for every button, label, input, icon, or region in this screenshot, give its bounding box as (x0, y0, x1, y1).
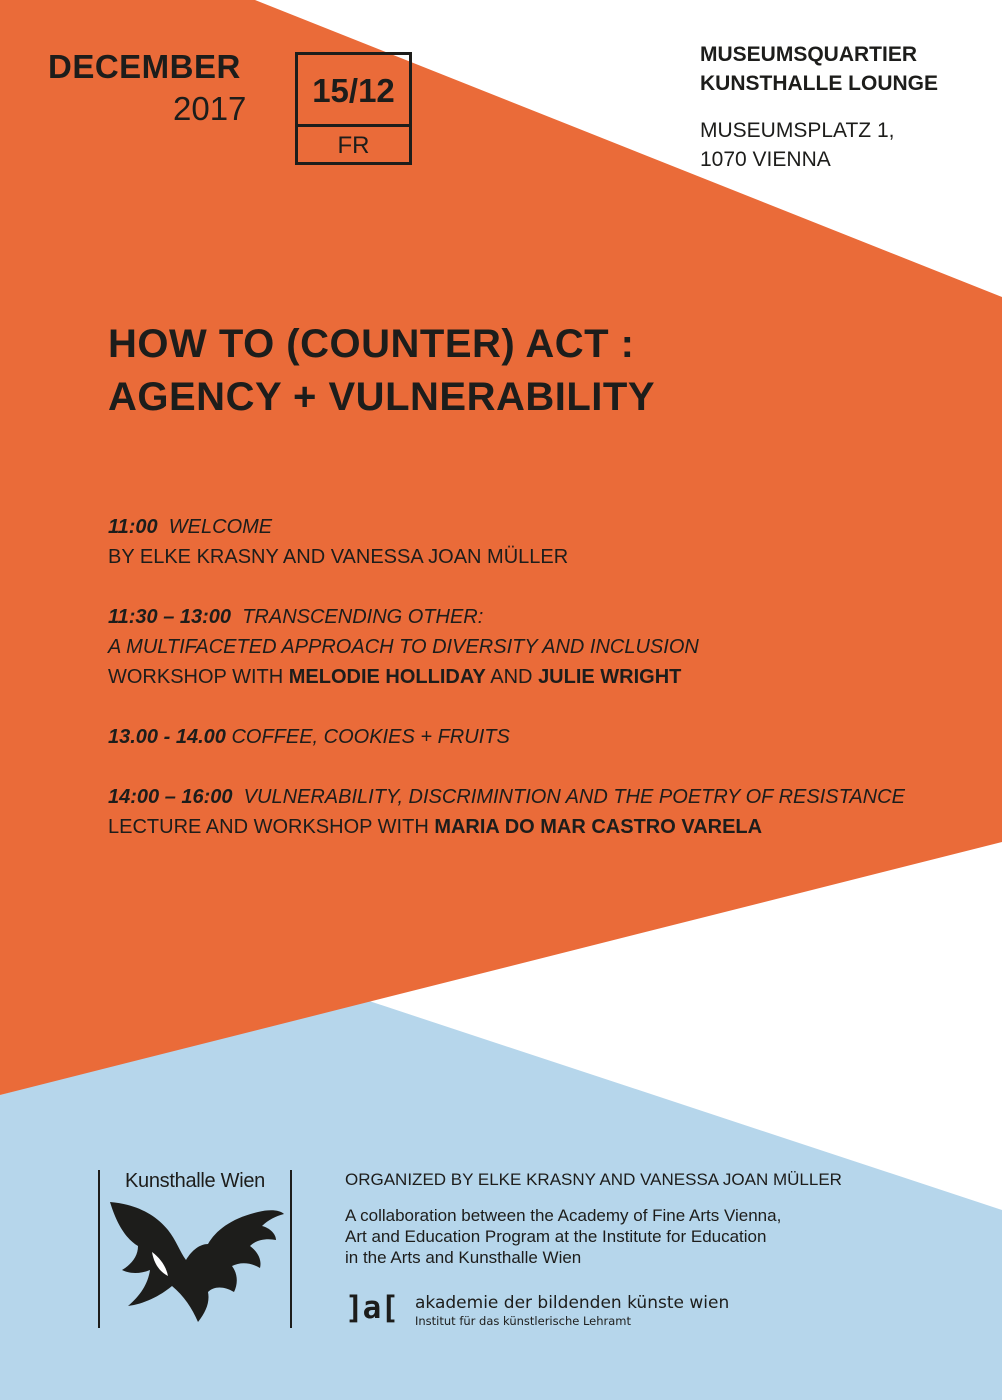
program-time: 11:00 (108, 516, 158, 538)
academy-subtitle: Institut für das künstlerische Lehramt (415, 1314, 632, 1328)
program-and: AND (485, 666, 539, 688)
program-title: VULNERABILITY, DISCRIMINTION AND THE POETRY OF RESISTANCE (243, 786, 905, 808)
venue-line: MUSEUMSQUARTIER (700, 43, 918, 66)
venue (700, 40, 938, 98)
weekday-label: FR (337, 132, 370, 159)
program-time: 14:00 – 16:00 (108, 786, 233, 808)
program-person: JULIE WRIGHT (538, 666, 682, 688)
collaboration-note (345, 1205, 781, 1268)
eagle-wing-logo-icon (100, 1200, 290, 1328)
collaboration-line: in the Arts and Kunsthalle Wien (345, 1248, 582, 1267)
program-title: WELCOME (168, 516, 273, 538)
program-item-coffee (108, 722, 905, 752)
program-time: 13.00 - 14.00 (108, 726, 226, 748)
program-person: MARIA DO MAR CASTRO VARELA (434, 816, 763, 838)
program-prefix: LECTURE AND WORKSHOP WITH (108, 816, 435, 838)
kunsthalle-logo (98, 1170, 292, 1328)
address-line: 1070 VIENNA (700, 148, 831, 171)
program (108, 512, 905, 872)
collaboration-line: A collaboration between the Academy of Fine Arts Vienna, (345, 1206, 782, 1225)
kunsthalle-name: Kunsthalle Wien (124, 1170, 266, 1192)
program-byline: BY ELKE KRASNY AND VANESSA JOAN MÜLLER (108, 546, 569, 568)
organized-by: ORGANIZED BY ELKE KRASNY AND VANESSA JOAN MÜLLER (345, 1170, 842, 1189)
address (700, 116, 894, 174)
academy-mark: ]a[ (345, 1290, 398, 1326)
collaboration-line: Art and Education Program at the Institute for Education (345, 1227, 767, 1246)
date-box (295, 52, 412, 165)
program-subtitle: A MULTIFACETED APPROACH TO DIVERSITY AND INCLUSION (108, 636, 699, 658)
event-title (108, 318, 655, 424)
month-label: DECEMBER (48, 48, 241, 85)
program-item-workshop (108, 602, 905, 692)
venue-line: KUNSTHALLE LOUNGE (700, 72, 938, 95)
year-label: 2017 (173, 90, 247, 127)
program-title: COFFEE, COOKIES + FRUITS (231, 726, 510, 748)
address-line: MUSEUMSPLATZ 1, (700, 119, 895, 142)
program-time: 11:30 – 13:00 (108, 606, 232, 628)
program-item-lecture (108, 782, 905, 842)
program-prefix: WORKSHOP WITH (108, 666, 289, 688)
title-line: HOW TO (COUNTER) ACT : (108, 322, 635, 366)
title-line: AGENCY + VULNERABILITY (108, 375, 655, 419)
date-label: 15/12 (298, 55, 409, 127)
program-person: MELODIE HOLLIDAY (288, 666, 486, 688)
academy-name: akademie der bildenden künste wien (415, 1293, 730, 1313)
program-title: TRANSCENDING OTHER: (242, 606, 484, 628)
program-item-welcome (108, 512, 905, 572)
